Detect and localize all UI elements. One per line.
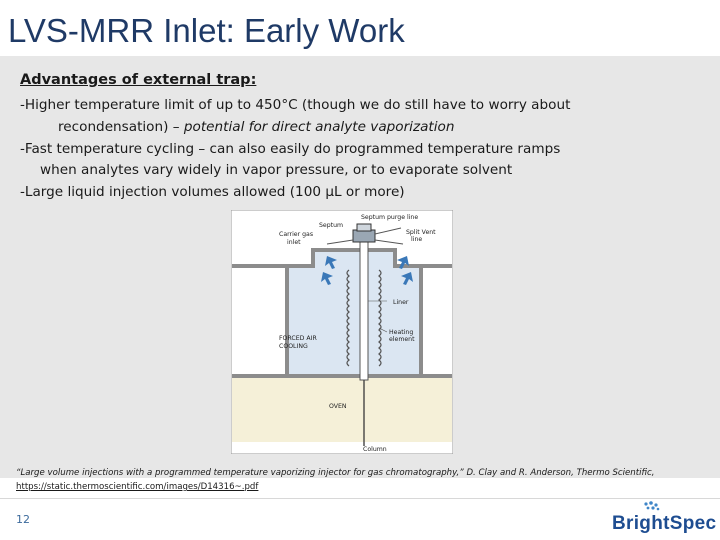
logo-dots: [644, 501, 659, 510]
liner-tube: [360, 240, 368, 380]
bullet-line-4: when analytes vary widely in vapor pressure, or to evaporate solvent: [40, 162, 513, 178]
septum-head: [353, 230, 375, 242]
label-inlet: inlet: [287, 239, 301, 246]
label-septum-purge: Septum purge line: [361, 214, 419, 221]
label-liner: Liner: [393, 299, 409, 306]
cooling-housing: [287, 250, 421, 376]
label-heating: Heating: [389, 329, 414, 336]
bullet-line-2-italic: potential for direct analyte vaporization: [183, 119, 455, 135]
label-element: element: [389, 336, 415, 343]
label-oven: OVEN: [329, 403, 347, 410]
septum-cap: [357, 224, 371, 231]
label-cooling: COOLING: [279, 343, 308, 350]
reference-footnote: “Large volume injections with a programmed temperature vaporizing injector for gas chromatography,” D. Clay and R. Anderson, Thermo Scientific,: [16, 468, 655, 478]
label-split-vent: Split Vent: [406, 229, 436, 236]
label-split-line: line: [411, 236, 423, 243]
label-carrier: Carrier gas: [279, 231, 314, 238]
reference-link[interactable]: https://static.thermoscientific.com/images/D14316~.pdf: [16, 482, 259, 492]
label-septum: Septum: [319, 222, 344, 229]
bullet-line-3: -Fast temperature cycling – can also easily do programmed temperature ramps: [20, 141, 561, 157]
page-number: 12: [16, 513, 30, 526]
bullet-line-1: -Higher temperature limit of up to 450°C (though we do still have to worry about: [20, 97, 571, 113]
brand-spec: Spec: [669, 513, 717, 534]
slide-title: LVS-MRR Inlet: Early Work: [8, 12, 405, 49]
section-heading: Advantages of external trap:: [20, 72, 257, 88]
bullet-line-2-text: recondensation) –: [58, 119, 184, 135]
footer-divider: [0, 498, 720, 499]
label-forced-air: FORCED AIR: [279, 335, 317, 342]
bullet-line-5: -Large liquid injection volumes allowed (100 µL or more): [20, 184, 405, 200]
bullet-line-2: [58, 119, 454, 135]
brand-bright: Bright: [612, 513, 670, 534]
inlet-diagram: [231, 210, 453, 454]
brand-logo: [612, 513, 716, 535]
label-column: Column: [363, 446, 387, 453]
